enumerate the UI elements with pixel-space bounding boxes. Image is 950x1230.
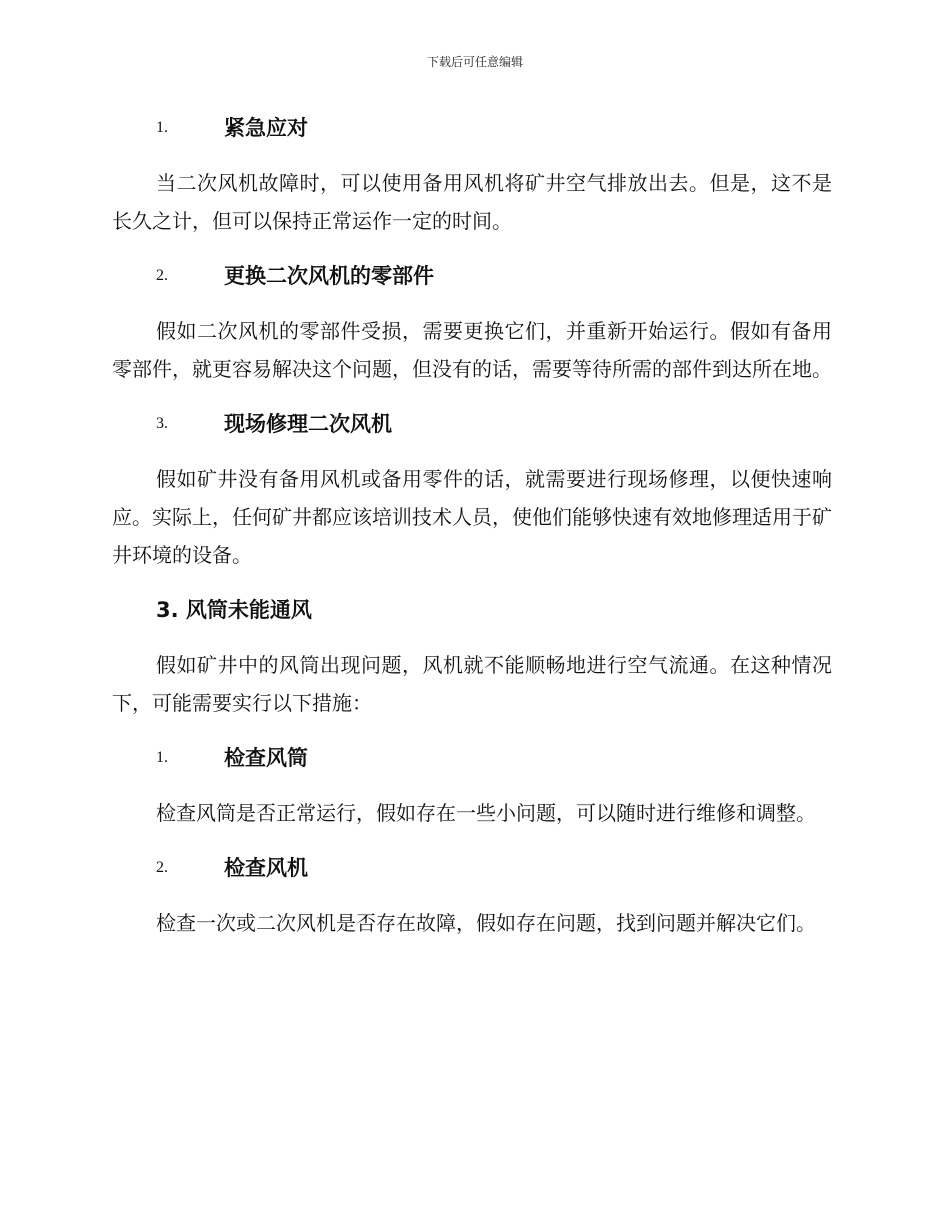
major-section-paragraph: 假如矿井中的风筒出现问题，风机就不能顺畅地进行空气流通。在这种情况下，可能需要实行以下措施：: [112, 653, 832, 715]
section-heading: [112, 260, 832, 292]
subsection-number: 2.: [156, 859, 168, 876]
subsection-heading: [112, 742, 832, 774]
subsection-title: 检查风机: [224, 856, 308, 880]
section-paragraph: 假如二次风机的零部件受损，需要更换它们，并重新开始运行。假如有备用零部件，就更容易解决这个问题，但没有的话，需要等待所需的部件到达所在地。: [112, 319, 832, 381]
subsection-number: 1.: [156, 749, 168, 766]
section-title: 紧急应对: [224, 116, 308, 140]
subsection-paragraph: 检查风筒是否正常运行，假如存在一些小问题，可以随时进行维修和调整。: [156, 801, 816, 825]
section-number: 2.: [156, 267, 168, 284]
section-title: 更换二次风机的零部件: [224, 264, 434, 288]
section-paragraph: 当二次风机故障时，可以使用备用风机将矿井空气排放出去。但是，这不是长久之计，但可以保持正常运作一定的时间。: [112, 171, 832, 233]
page-header: 下载后可任意编辑: [426, 55, 523, 69]
section-heading: [112, 408, 832, 440]
section-heading: [112, 112, 832, 144]
section-number: 3.: [156, 415, 168, 432]
document-body: [112, 112, 832, 962]
section-title: 现场修理二次风机: [224, 412, 392, 436]
subsection-title: 检查风筒: [224, 746, 308, 770]
section-number: 1.: [156, 119, 168, 136]
subsection-paragraph: 检查一次或二次风机是否存在故障，假如存在问题，找到问题并解决它们。: [156, 911, 816, 935]
subsection-heading: [112, 852, 832, 884]
section-paragraph: 假如矿井没有备用风机或备用零件的话，就需要进行现场修理，以便快速响应。实际上，任何矿井都应该培训技术人员，使他们能够快速有效地修理适用于矿井环境的设备。: [112, 467, 832, 567]
major-section-heading: 3. 风筒未能通风: [156, 598, 312, 622]
